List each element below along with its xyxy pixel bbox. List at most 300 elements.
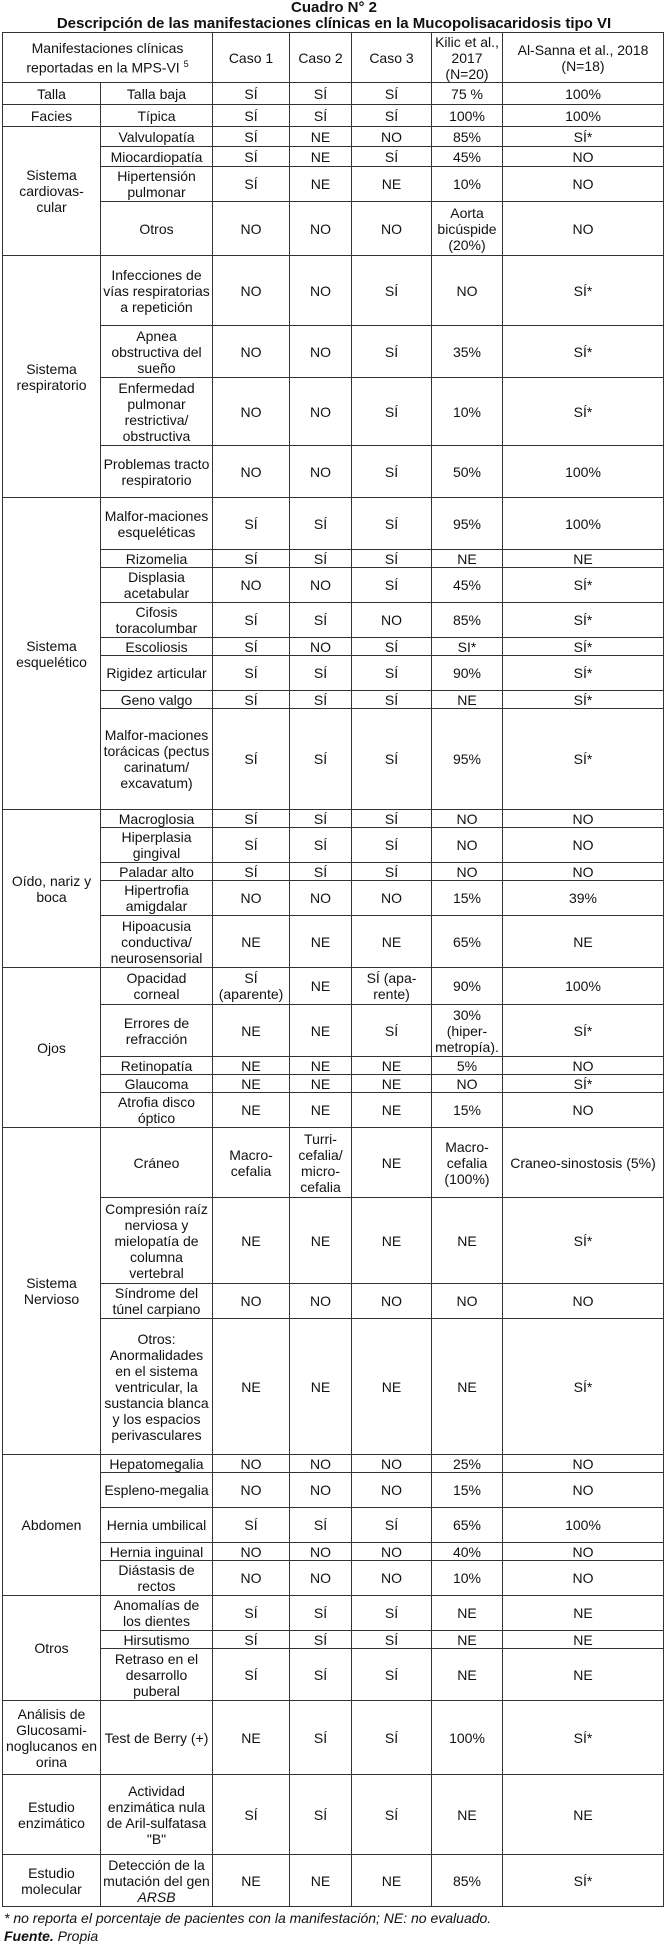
- case-3-value: NO: [352, 1284, 432, 1319]
- alsanna-value: SÍ*: [503, 1701, 664, 1775]
- kilic-value: 10%: [432, 1561, 503, 1596]
- case-1-value: SÍ: [213, 656, 290, 691]
- case-3-value: SÍ: [352, 1701, 432, 1775]
- manifestation-label: Retinopatía: [101, 1057, 213, 1075]
- manifestation-label: Síndrome del túnel carpiano: [101, 1284, 213, 1319]
- kilic-value: NO: [432, 1284, 503, 1319]
- case-1-value: SÍ: [213, 638, 290, 656]
- table-row: [3, 810, 664, 828]
- table-row: [3, 1508, 664, 1543]
- alsanna-value: SÍ*: [503, 127, 664, 147]
- manifestation-label: Anomalías de los dientes: [101, 1596, 213, 1631]
- table-row: [3, 1075, 664, 1093]
- kilic-value: NE: [432, 1649, 503, 1701]
- case-3-value: SÍ: [352, 1005, 432, 1057]
- case-3-value: NE: [352, 1093, 432, 1128]
- case-1-value: NE: [213, 1005, 290, 1057]
- manifestation-label: Apnea obstructiva del sueño: [101, 326, 213, 378]
- kilic-value: 90%: [432, 968, 503, 1005]
- manifestation-label: Espleno-megalia: [101, 1473, 213, 1508]
- header-alsanna: Al-Sanna et al., 2018 (N=18): [503, 33, 664, 83]
- case-1-value: SÍ: [213, 105, 290, 127]
- manifestation-label: Infecciones de vías respiratorias a repetición: [101, 256, 213, 326]
- case-2-value: NE: [290, 916, 352, 968]
- kilic-value: 10%: [432, 378, 503, 446]
- manifestation-label: Macroglosia: [101, 810, 213, 828]
- alsanna-value: 100%: [503, 105, 664, 127]
- manifestation-label: Cifosis toracolumbar: [101, 603, 213, 638]
- manifestation-label: Típica: [101, 105, 213, 127]
- case-2-value: NE: [290, 167, 352, 202]
- case-3-value: NE: [352, 916, 432, 968]
- case-3-value: SÍ: [352, 1631, 432, 1649]
- case-1-value: NE: [213, 1701, 290, 1775]
- alsanna-value: NO: [503, 863, 664, 881]
- group-label: Sistema respiratorio: [3, 256, 101, 498]
- table-row: [3, 1543, 664, 1561]
- kilic-value: NO: [432, 828, 503, 863]
- table-row: [3, 709, 664, 810]
- header-manifestations-text: Manifestaciones clínicas reportadas en la MPS-VI: [26, 39, 184, 76]
- table-row: [3, 167, 664, 202]
- table-row: [3, 326, 664, 378]
- case-1-value: SÍ: [213, 167, 290, 202]
- table-row: [3, 256, 664, 326]
- case-3-value: SÍ: [352, 446, 432, 498]
- kilic-value: NE: [432, 1631, 503, 1649]
- manifestation-label: Paladar alto: [101, 863, 213, 881]
- case-1-value: NO: [213, 378, 290, 446]
- table-row: [3, 202, 664, 256]
- case-3-value: NE: [352, 167, 432, 202]
- kilic-value: 45%: [432, 568, 503, 603]
- case-3-value: SÍ: [352, 1775, 432, 1855]
- case-2-value: SÍ: [290, 1596, 352, 1631]
- manifestation-label: Errores de refracción: [101, 1005, 213, 1057]
- case-2-value: NE: [290, 1005, 352, 1057]
- alsanna-value: SÍ*: [503, 656, 664, 691]
- table-row: [3, 656, 664, 691]
- reference-superscript: 5: [183, 58, 189, 69]
- case-1-value: NO: [213, 568, 290, 603]
- manifestation-label: Displasia acetabular: [101, 568, 213, 603]
- case-1-value: NO: [213, 326, 290, 378]
- table-row: [3, 638, 664, 656]
- manifestation-label: Hiperplasia gingival: [101, 828, 213, 863]
- group-label: Otros: [3, 1596, 101, 1701]
- case-2-value: NO: [290, 1543, 352, 1561]
- case-3-value: NO: [352, 603, 432, 638]
- case-1-value: NE: [213, 1855, 290, 1907]
- alsanna-value: NE: [503, 1649, 664, 1701]
- case-1-value: NO: [213, 202, 290, 256]
- alsanna-value: Craneo-sinostosis (5%): [503, 1128, 664, 1198]
- case-3-value: SÍ: [352, 147, 432, 167]
- manifestation-label: Otros: Anormalidades en el sistema ventricular, la sustancia blanca y los espacios perivasculares: [101, 1319, 213, 1455]
- kilic-value: NE: [432, 1775, 503, 1855]
- alsanna-value: NE: [503, 550, 664, 568]
- case-2-value: NO: [290, 881, 352, 916]
- alsanna-value: SÍ*: [503, 1855, 664, 1907]
- case-1-value: NE: [213, 1075, 290, 1093]
- group-label: Estudio enzimático: [3, 1775, 101, 1855]
- manifestation-label: Malfor-maciones esqueléticas: [101, 498, 213, 550]
- kilic-value: 35%: [432, 326, 503, 378]
- alsanna-value: NO: [503, 1455, 664, 1473]
- table-number: Cuadro N° 2: [290, 0, 377, 16]
- case-2-value: NE: [290, 147, 352, 167]
- manifestation-label: Problemas tracto respiratorio: [101, 446, 213, 498]
- kilic-value: NO: [432, 863, 503, 881]
- group-label: Abdomen: [3, 1455, 101, 1596]
- case-3-value: SÍ (apa-rente): [352, 968, 432, 1005]
- group-label: Facies: [3, 105, 101, 127]
- case-2-value: Turri-cefalia/ micro-cefalia: [290, 1128, 352, 1198]
- manifestation-label: [101, 1855, 213, 1907]
- manifestation-label: Hirsutismo: [101, 1631, 213, 1649]
- case-2-value: SÍ: [290, 1631, 352, 1649]
- kilic-value: 45%: [432, 147, 503, 167]
- header-case-1: Caso 1: [213, 33, 290, 83]
- alsanna-value: NO: [503, 1543, 664, 1561]
- group-label: Talla: [3, 83, 101, 105]
- kilic-value: NO: [432, 1075, 503, 1093]
- alsanna-value: 39%: [503, 881, 664, 916]
- kilic-value: 85%: [432, 127, 503, 147]
- kilic-value: 40%: [432, 1543, 503, 1561]
- alsanna-value: NE: [503, 1596, 664, 1631]
- table-row: [3, 1649, 664, 1701]
- case-3-value: SÍ: [352, 550, 432, 568]
- manifestation-label: Hipertensión pulmonar: [101, 167, 213, 202]
- case-1-value: SÍ: [213, 127, 290, 147]
- manifestation-label: Actividad enzimática nula de Aril-sulfatasa "B": [101, 1775, 213, 1855]
- manifestation-label: Rizomelia: [101, 550, 213, 568]
- manifestation-label: Opacidad corneal: [101, 968, 213, 1005]
- case-1-value: NO: [213, 1473, 290, 1508]
- case-3-value: SÍ: [352, 498, 432, 550]
- kilic-value: NO: [432, 256, 503, 326]
- case-1-value: NO: [213, 881, 290, 916]
- table-row: [3, 105, 664, 127]
- case-3-value: SÍ: [352, 709, 432, 810]
- manifestation-label: Glaucoma: [101, 1075, 213, 1093]
- manifestation-text: Detección de la mutación del gen: [103, 1856, 210, 1889]
- alsanna-value: SÍ*: [503, 326, 664, 378]
- case-2-value: NO: [290, 1284, 352, 1319]
- case-2-value: NO: [290, 638, 352, 656]
- manifestation-label: Valvulopatía: [101, 127, 213, 147]
- alsanna-value: NE: [503, 1631, 664, 1649]
- case-3-value: SÍ: [352, 656, 432, 691]
- case-3-value: SÍ: [352, 810, 432, 828]
- kilic-value: 10%: [432, 167, 503, 202]
- kilic-value: 50%: [432, 446, 503, 498]
- alsanna-value: SÍ*: [503, 568, 664, 603]
- case-2-value: NO: [290, 202, 352, 256]
- manifestation-label: Otros: [101, 202, 213, 256]
- table-row: [3, 863, 664, 881]
- alsanna-value: SÍ*: [503, 256, 664, 326]
- case-3-value: SÍ: [352, 863, 432, 881]
- manifestation-label: Atrofia disco óptico: [101, 1093, 213, 1128]
- manifestation-label: Compresión raíz nerviosa y mielopatía de columna vertebral: [101, 1198, 213, 1284]
- table-row: [3, 1596, 664, 1631]
- table-row: [3, 968, 664, 1005]
- alsanna-value: SÍ*: [503, 378, 664, 446]
- case-2-value: SÍ: [290, 498, 352, 550]
- case-2-value: NO: [290, 256, 352, 326]
- group-label: Sistema esquelético: [3, 498, 101, 810]
- kilic-value: 95%: [432, 709, 503, 810]
- kilic-value: 5%: [432, 1057, 503, 1075]
- case-2-value: NE: [290, 1093, 352, 1128]
- group-label: Ojos: [3, 968, 101, 1128]
- source-value: Propia: [57, 1928, 99, 1944]
- manifestation-label: Cráneo: [101, 1128, 213, 1198]
- table-row: [3, 1005, 664, 1057]
- alsanna-value: 100%: [503, 1508, 664, 1543]
- table-row: [3, 550, 664, 568]
- kilic-value: SI*: [432, 638, 503, 656]
- table-row: [3, 1128, 664, 1198]
- case-1-value: SÍ: [213, 550, 290, 568]
- alsanna-value: 100%: [503, 446, 664, 498]
- manifestation-label: Rigidez articular: [101, 656, 213, 691]
- header-manifestations: [3, 33, 213, 83]
- alsanna-value: SÍ*: [503, 1005, 664, 1057]
- table-row: [3, 1455, 664, 1473]
- alsanna-value: NO: [503, 1561, 664, 1596]
- kilic-value: 100%: [432, 105, 503, 127]
- gene-name: ARSB: [137, 1888, 176, 1905]
- case-1-value: SÍ: [213, 147, 290, 167]
- manifestation-label: Diástasis de rectos: [101, 1561, 213, 1596]
- table-row: [3, 881, 664, 916]
- alsanna-value: NO: [503, 147, 664, 167]
- case-2-value: SÍ: [290, 603, 352, 638]
- kilic-value: 100%: [432, 1701, 503, 1775]
- case-2-value: NE: [290, 968, 352, 1005]
- alsanna-value: NO: [503, 1057, 664, 1075]
- group-label: Oído, nariz y boca: [3, 810, 101, 968]
- case-2-value: NO: [290, 446, 352, 498]
- case-1-value: SÍ: [213, 863, 290, 881]
- alsanna-value: 100%: [503, 83, 664, 105]
- case-1-value: SÍ: [213, 83, 290, 105]
- manifestation-label: Miocardiopatía: [101, 147, 213, 167]
- kilic-value: 85%: [432, 603, 503, 638]
- table-row: [3, 127, 664, 147]
- case-2-value: NO: [290, 326, 352, 378]
- case-1-value: NO: [213, 446, 290, 498]
- kilic-value: 75 %: [432, 83, 503, 105]
- kilic-value: 30% (hiper-metropía).: [432, 1005, 503, 1057]
- case-3-value: SÍ: [352, 1508, 432, 1543]
- case-1-value: NO: [213, 1543, 290, 1561]
- group-label: Análisis de Glucosami-noglucanos en orina: [3, 1701, 101, 1775]
- kilic-value: 25%: [432, 1455, 503, 1473]
- case-3-value: NE: [352, 1128, 432, 1198]
- kilic-value: 15%: [432, 1093, 503, 1128]
- case-2-value: SÍ: [290, 550, 352, 568]
- table-row: [3, 916, 664, 968]
- case-2-value: SÍ: [290, 656, 352, 691]
- alsanna-value: 100%: [503, 968, 664, 1005]
- table-row: [3, 378, 664, 446]
- alsanna-value: NO: [503, 1473, 664, 1508]
- case-2-value: NE: [290, 1057, 352, 1075]
- header-row: [3, 33, 664, 83]
- table-row: [3, 1855, 664, 1907]
- group-label: Sistema Nervioso: [3, 1128, 101, 1455]
- case-2-value: SÍ: [290, 1649, 352, 1701]
- kilic-value: NE: [432, 550, 503, 568]
- kilic-value: Macro-cefalia (100%): [432, 1128, 503, 1198]
- case-3-value: SÍ: [352, 83, 432, 105]
- alsanna-value: SÍ*: [503, 1198, 664, 1284]
- case-3-value: SÍ: [352, 105, 432, 127]
- case-2-value: NE: [290, 1198, 352, 1284]
- alsanna-value: SÍ*: [503, 638, 664, 656]
- case-1-value: SÍ: [213, 1631, 290, 1649]
- case-3-value: SÍ: [352, 256, 432, 326]
- manifestation-label: Hernia inguinal: [101, 1543, 213, 1561]
- alsanna-value: 100%: [503, 498, 664, 550]
- table-row: [3, 828, 664, 863]
- header-case-3: Caso 3: [352, 33, 432, 83]
- table-row: [3, 498, 664, 550]
- case-2-value: SÍ: [290, 1701, 352, 1775]
- case-1-value: SÍ: [213, 1596, 290, 1631]
- case-3-value: NE: [352, 1198, 432, 1284]
- case-1-value: SÍ: [213, 1508, 290, 1543]
- case-1-value: NO: [213, 1561, 290, 1596]
- kilic-value: NE: [432, 1319, 503, 1455]
- case-2-value: NO: [290, 378, 352, 446]
- alsanna-value: NO: [503, 202, 664, 256]
- alsanna-value: NE: [503, 916, 664, 968]
- case-3-value: NO: [352, 1561, 432, 1596]
- alsanna-value: NO: [503, 1093, 664, 1128]
- table-row: [3, 1198, 664, 1284]
- manifestation-label: Hernia umbilical: [101, 1508, 213, 1543]
- case-2-value: NO: [290, 1455, 352, 1473]
- case-3-value: NE: [352, 1319, 432, 1455]
- table-row: [3, 1473, 664, 1508]
- manifestation-label: Talla baja: [101, 83, 213, 105]
- case-1-value: SÍ: [213, 691, 290, 709]
- case-2-value: NO: [290, 568, 352, 603]
- case-1-value: SÍ: [213, 810, 290, 828]
- case-1-value: SÍ: [213, 709, 290, 810]
- alsanna-value: NO: [503, 1284, 664, 1319]
- table-row: [3, 1057, 664, 1075]
- alsanna-value: SÍ*: [503, 603, 664, 638]
- clinical-table: [2, 32, 664, 1907]
- table-row: [3, 446, 664, 498]
- kilic-value: 85%: [432, 1855, 503, 1907]
- case-3-value: NO: [352, 127, 432, 147]
- table-title: Descripción de las manifestaciones clínicas en la Mucopolisacaridosis tipo VI: [56, 15, 612, 32]
- alsanna-value: SÍ*: [503, 1075, 664, 1093]
- case-2-value: NE: [290, 1319, 352, 1455]
- table-row: [3, 568, 664, 603]
- kilic-value: Aorta bicúspide (20%): [432, 202, 503, 256]
- header-kilic: Kilic et al., 2017 (N=20): [432, 33, 503, 83]
- alsanna-value: NO: [503, 167, 664, 202]
- alsanna-value: SÍ*: [503, 709, 664, 810]
- alsanna-value: NO: [503, 828, 664, 863]
- case-3-value: NO: [352, 202, 432, 256]
- case-2-value: NO: [290, 1561, 352, 1596]
- case-2-value: SÍ: [290, 863, 352, 881]
- table-row: [3, 147, 664, 167]
- case-2-value: SÍ: [290, 1775, 352, 1855]
- manifestation-label: Malfor-maciones torácicas (pectus carinatum/ excavatum): [101, 709, 213, 810]
- case-1-value: NE: [213, 1319, 290, 1455]
- case-3-value: SÍ: [352, 828, 432, 863]
- manifestation-label: Hepatomegalia: [101, 1455, 213, 1473]
- case-1-value: SÍ: [213, 1649, 290, 1701]
- case-1-value: NO: [213, 1284, 290, 1319]
- case-3-value: NO: [352, 1455, 432, 1473]
- case-2-value: NE: [290, 1075, 352, 1093]
- table-row: [3, 1319, 664, 1455]
- case-1-value: NE: [213, 1198, 290, 1284]
- case-3-value: NE: [352, 1855, 432, 1907]
- case-1-value: Macro-cefalia: [213, 1128, 290, 1198]
- case-3-value: SÍ: [352, 378, 432, 446]
- manifestation-label: Geno valgo: [101, 691, 213, 709]
- case-3-value: NO: [352, 1473, 432, 1508]
- alsanna-value: SÍ*: [503, 1319, 664, 1455]
- case-1-value: SÍ (aparente): [213, 968, 290, 1005]
- kilic-value: NO: [432, 810, 503, 828]
- table-row: [3, 691, 664, 709]
- table-row: [3, 603, 664, 638]
- alsanna-value: NO: [503, 810, 664, 828]
- case-1-value: NO: [213, 256, 290, 326]
- alsanna-value: NE: [503, 1775, 664, 1855]
- case-3-value: SÍ: [352, 691, 432, 709]
- case-3-value: SÍ: [352, 1596, 432, 1631]
- kilic-value: 15%: [432, 881, 503, 916]
- kilic-value: 95%: [432, 498, 503, 550]
- kilic-value: 65%: [432, 916, 503, 968]
- case-2-value: SÍ: [290, 810, 352, 828]
- case-2-value: SÍ: [290, 83, 352, 105]
- case-2-value: NE: [290, 127, 352, 147]
- case-1-value: NE: [213, 916, 290, 968]
- manifestation-label: Hipoacusia conductiva/ neurosensorial: [101, 916, 213, 968]
- manifestation-label: Escoliosis: [101, 638, 213, 656]
- table-row: [3, 1284, 664, 1319]
- kilic-value: NE: [432, 691, 503, 709]
- case-2-value: SÍ: [290, 709, 352, 810]
- case-1-value: SÍ: [213, 498, 290, 550]
- case-3-value: NE: [352, 1057, 432, 1075]
- manifestation-label: Hipertrofia amigdalar: [101, 881, 213, 916]
- case-3-value: NO: [352, 1543, 432, 1561]
- manifestation-label: Retraso en el desarrollo puberal: [101, 1649, 213, 1701]
- table-row: [3, 1093, 664, 1128]
- group-label: Estudio molecular: [3, 1855, 101, 1907]
- header-case-2: Caso 2: [290, 33, 352, 83]
- table-row: [3, 83, 664, 105]
- case-3-value: SÍ: [352, 326, 432, 378]
- case-3-value: SÍ: [352, 568, 432, 603]
